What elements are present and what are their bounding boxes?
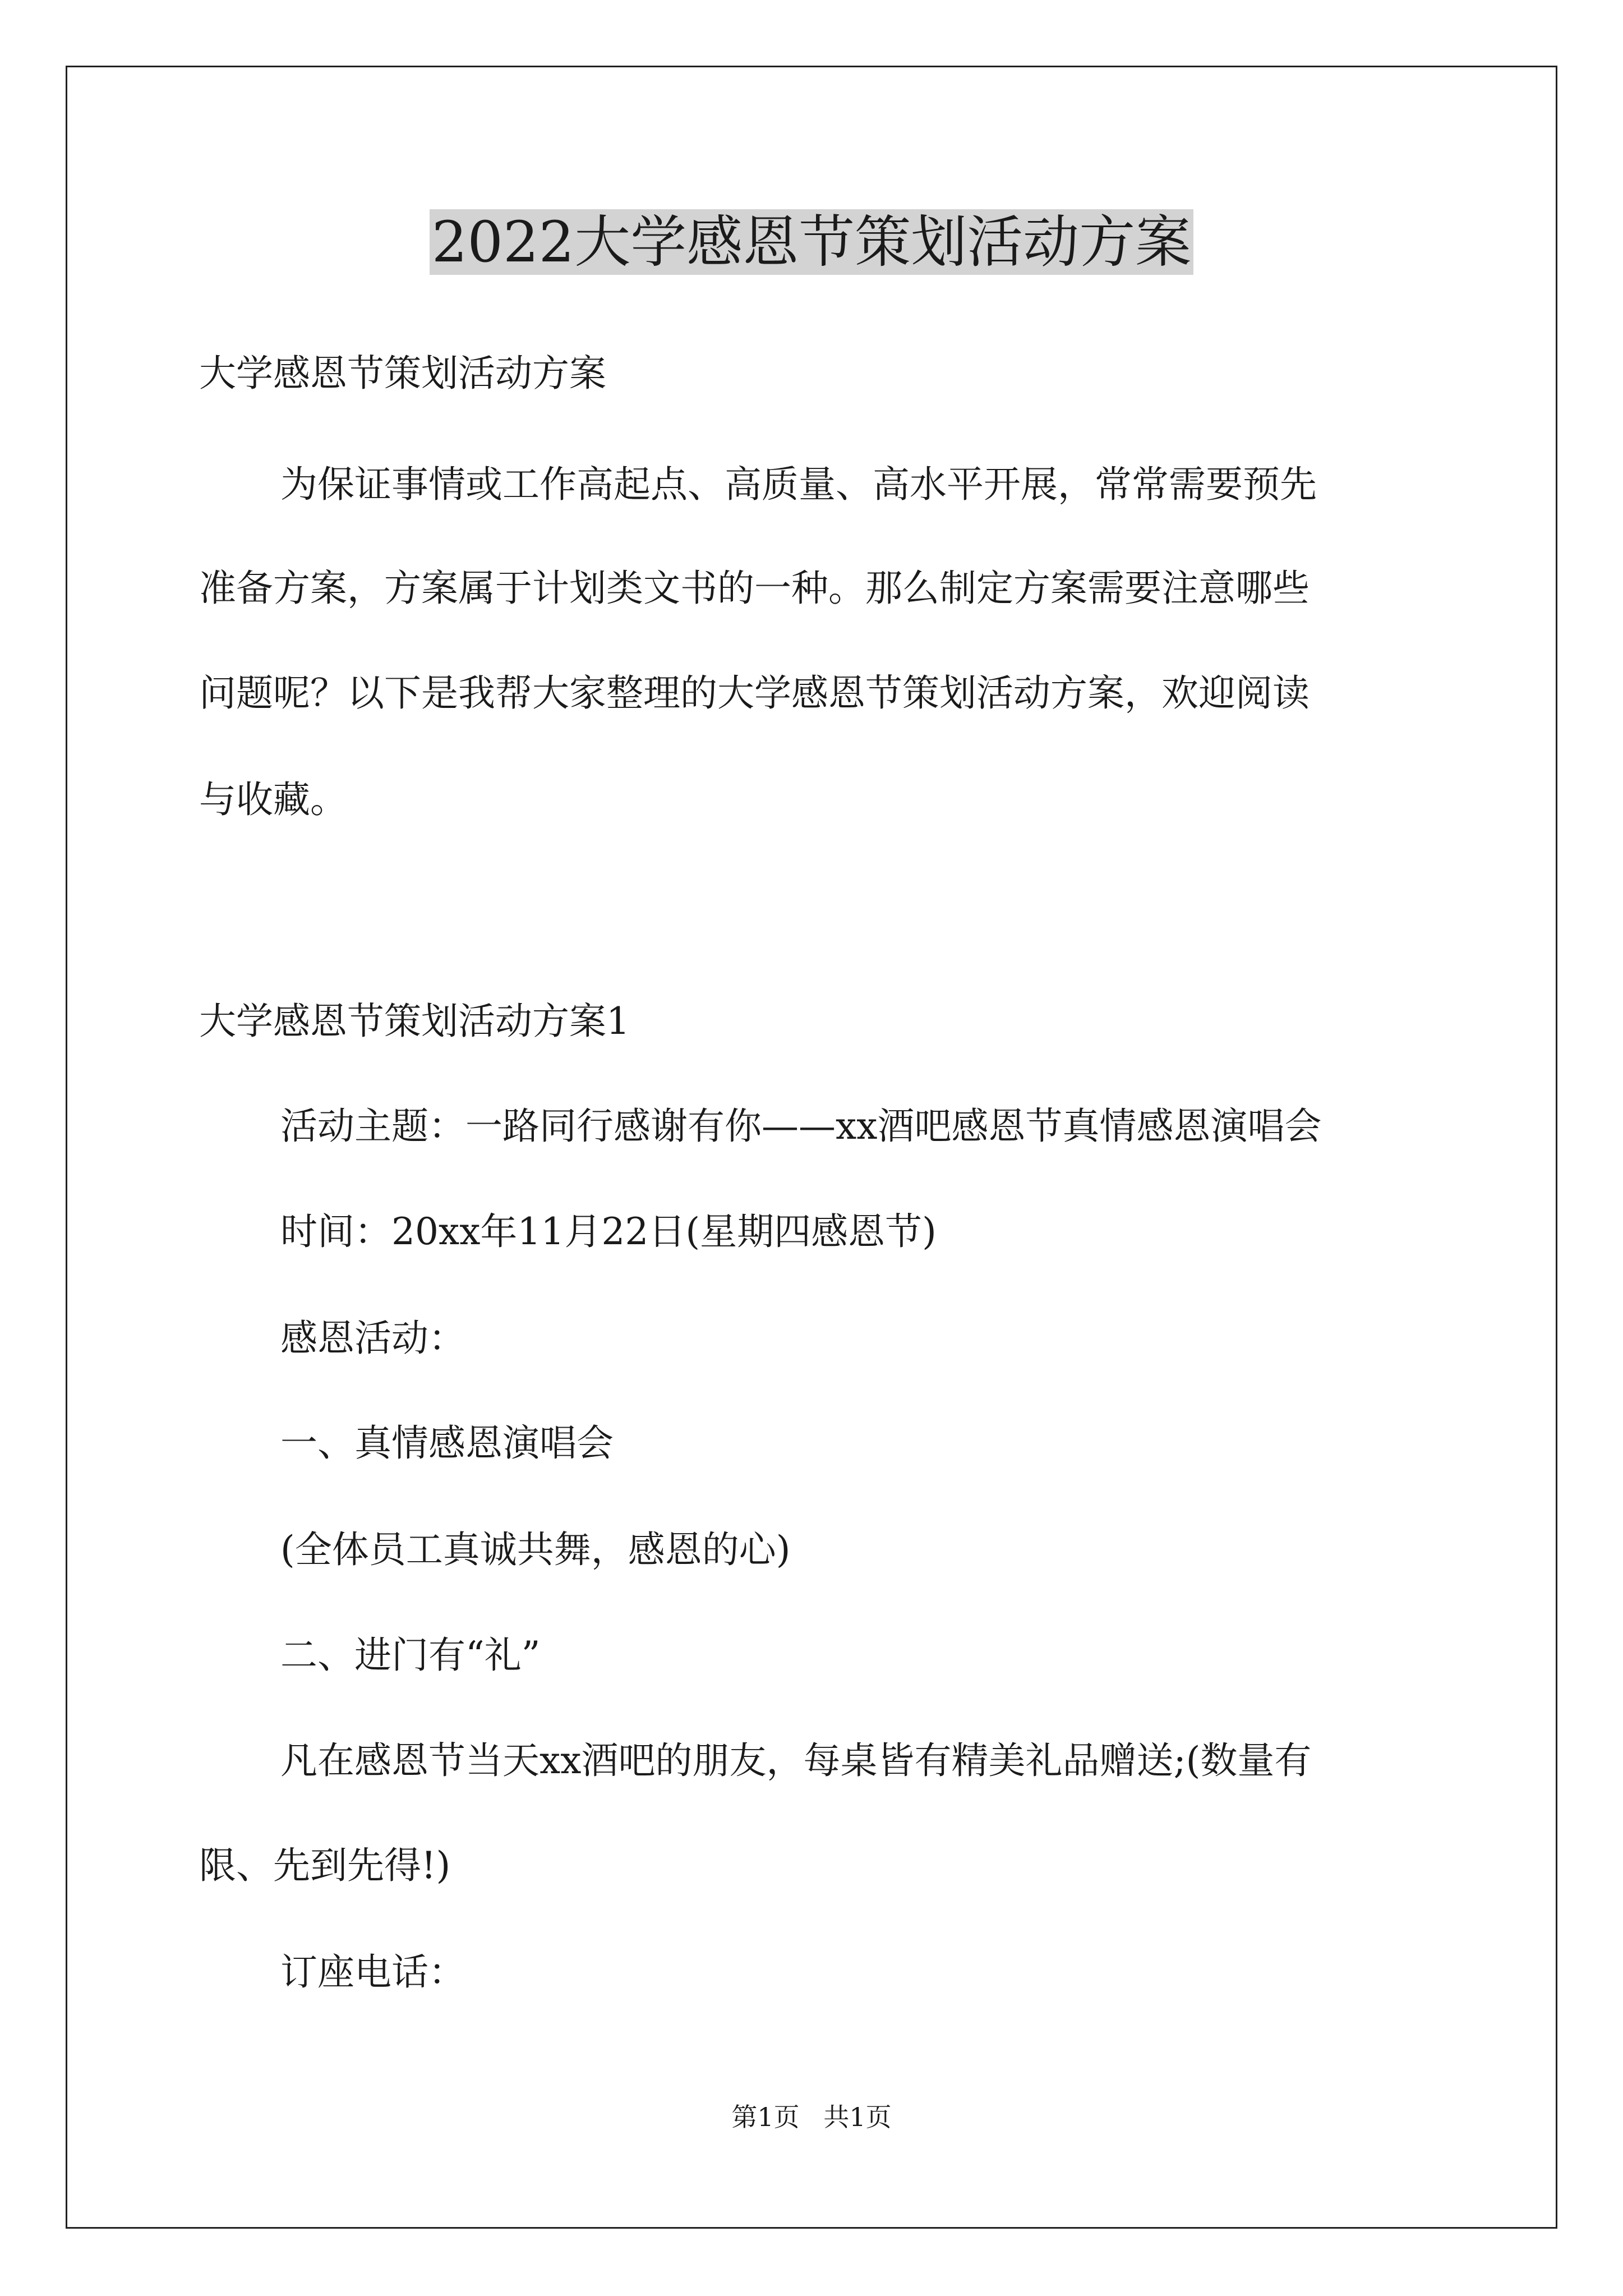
intro-paragraph-line: 问题呢？以下是我帮大家整理的大学感恩节策划活动方案，欢迎阅读 [199, 671, 1310, 715]
intro-paragraph-line: 与收藏。 [199, 778, 347, 821]
reservation-phone: 订座电话： [280, 1950, 465, 1994]
activities-label: 感恩活动： [280, 1317, 465, 1360]
activity-time: 时间：20xx年11月22日(星期四感恩节) [280, 1210, 937, 1253]
page-total: 共1页 [823, 2102, 892, 2132]
activity-item-1-note: (全体员工真诚共舞，感恩的心) [280, 1528, 791, 1571]
activity-item-1: 一、真情感恩演唱会 [280, 1421, 614, 1465]
page-footer [0, 2099, 1623, 2135]
activity-item-2-detail: 限、先到先得!) [199, 1844, 451, 1887]
intro-paragraph-line: 为保证事情或工作高起点、高质量、高水平开展，常常需要预先 [280, 463, 1317, 506]
section-heading: 大学感恩节策划活动方案 [199, 352, 606, 395]
plan-heading: 大学感恩节策划活动方案1 [199, 1000, 630, 1043]
intro-paragraph-line: 准备方案，方案属于计划类文书的一种。那么制定方案需要注意哪些 [199, 567, 1310, 610]
activity-item-2: 二、进门有“礼” [280, 1634, 541, 1677]
page-number: 第1页 [731, 2102, 800, 2132]
document-title [0, 203, 1623, 282]
activity-theme: 活动主题：一路同行感谢有你——xx酒吧感恩节真情感恩演唱会 [280, 1105, 1322, 1148]
activity-item-2-detail: 凡在感恩节当天xx酒吧的朋友，每桌皆有精美礼品赠送;(数量有 [280, 1739, 1312, 1782]
document-title-text: 2022大学感恩节策划活动方案 [430, 209, 1194, 275]
